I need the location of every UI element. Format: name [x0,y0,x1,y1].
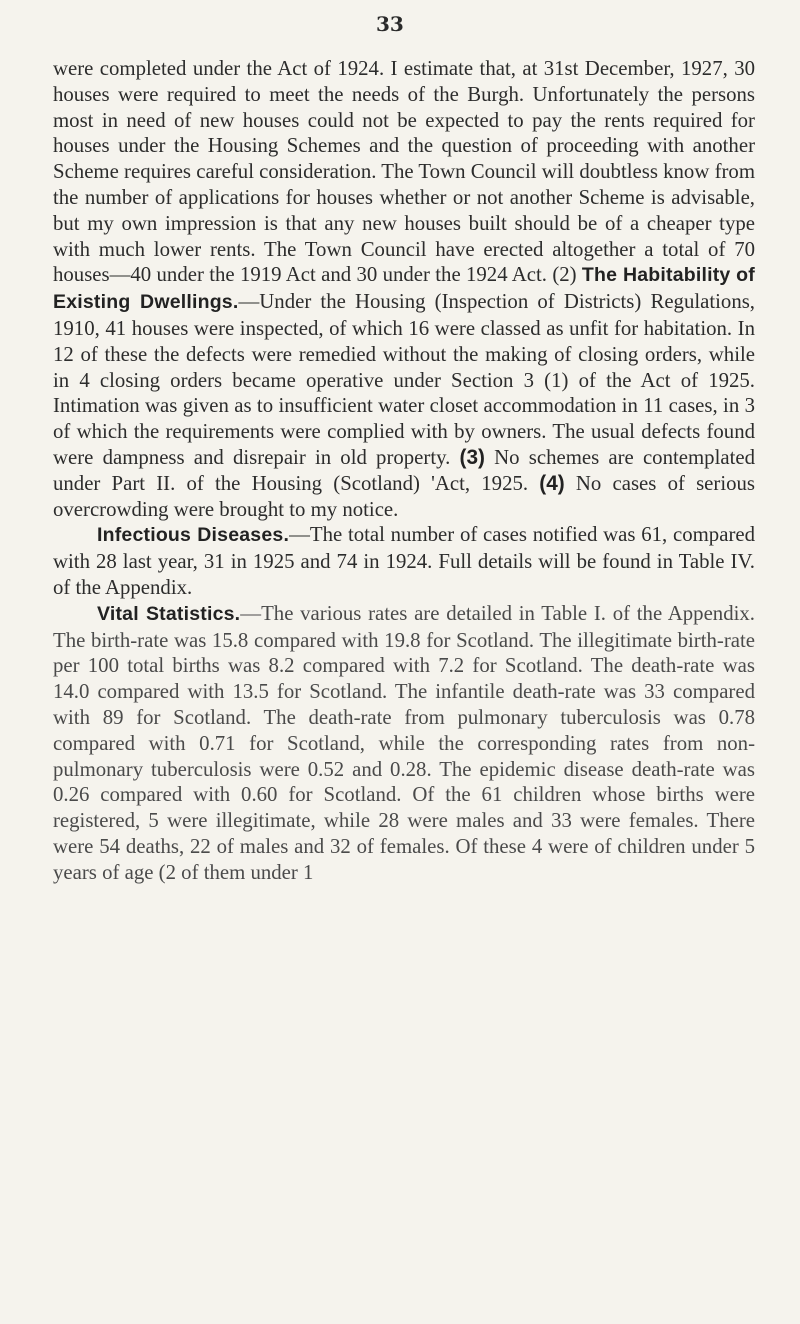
body-text [53,56,755,886]
housing-text-3: No schemes are contemplated under Part II. of the Housing (Scotland) 'Act, 1925. [53,445,755,495]
housing-text-4: No cases of serious overcrowding were brought to my notice. [53,471,755,521]
housing-paragraph [53,56,755,522]
housing-text-1: were completed under the Act of 1924. I estimate that, at 31st December, 1927, 30 houses were required to meet the needs of the Burgh. Unfortunately the persons most in need of new houses could not be expected to pay the rents required for houses under the Housing Schemes and the question of proceeding with another Scheme requires careful consideration. The Town Council will doubtless know from the number of applications for houses whether or not another Scheme is advisable, but my own impression is that any new houses built should be of a cheaper type with much lower rents. The Town Council have erected altogether a total of 70 houses—40 under the 1919 Act and 30 under the 1924 Act. (2) [53,57,755,287]
habitability-heading: The Habitability of Existing Dwellings. [53,264,755,314]
vital-statistics-text: —The various rates are detailed in Table I. of the Appendix. The birth-rate was 15.8 compared with 19.8 for Scotland. The illegitimate birth-rate per 100 total births was 8.2 compared with 7.2 for Scotland. The death-rate was 14.0 compared with 13.5 for Scotland. The infantile death-rate was 33 compared with 89 for Scotland. The death-rate from pulmonary tuberculosis was 0.78 compared with 0.71 for Scotland, while the corresponding rates from non-pulmonary tuberculosis were 0.52 and 0.28. The epidemic disease death-rate was 0.26 compared with 0.60 for Scotland. Of the 61 children whose births were registered, 5 were illegitimate, while 28 were males and 33 were females. There were 54 deaths, 22 of males and 32 of females. Of these 4 were of children under 5 years of age (2 of them under 1 [53,601,755,884]
housing-text-2: —Under the Housing (Inspection of Districts) Regulations, 1910, 41 houses were inspected, of which 16 were classed as unfit for habitation. In 12 of these the defects were remedied without the making of closing orders, while in 4 closing orders became operative under Section 3 (1) of the Act of 1925. Intimation was given as to insufficient water closet accommodation in 11 cases, in 3 of which the requirements were complied with by owners. The usual defects found were dampness and disrepair in old property. [53,290,756,469]
infectious-diseases-paragraph [53,522,755,600]
infectious-diseases-heading: Infectious Diseases. [97,524,290,547]
item-number-3: (3) [459,445,485,469]
page-number: 33 [376,12,404,36]
item-number-4: (4) [539,471,565,495]
vital-statistics-heading: Vital Statistics. [97,602,241,625]
infectious-diseases-text: —The total number of cases notified was 61, compared with 28 last year, 31 in 1925 and 74 in 1924. Full details will be found in Table IV. of the Appendix. [53,523,755,599]
vital-statistics-paragraph [53,601,755,886]
